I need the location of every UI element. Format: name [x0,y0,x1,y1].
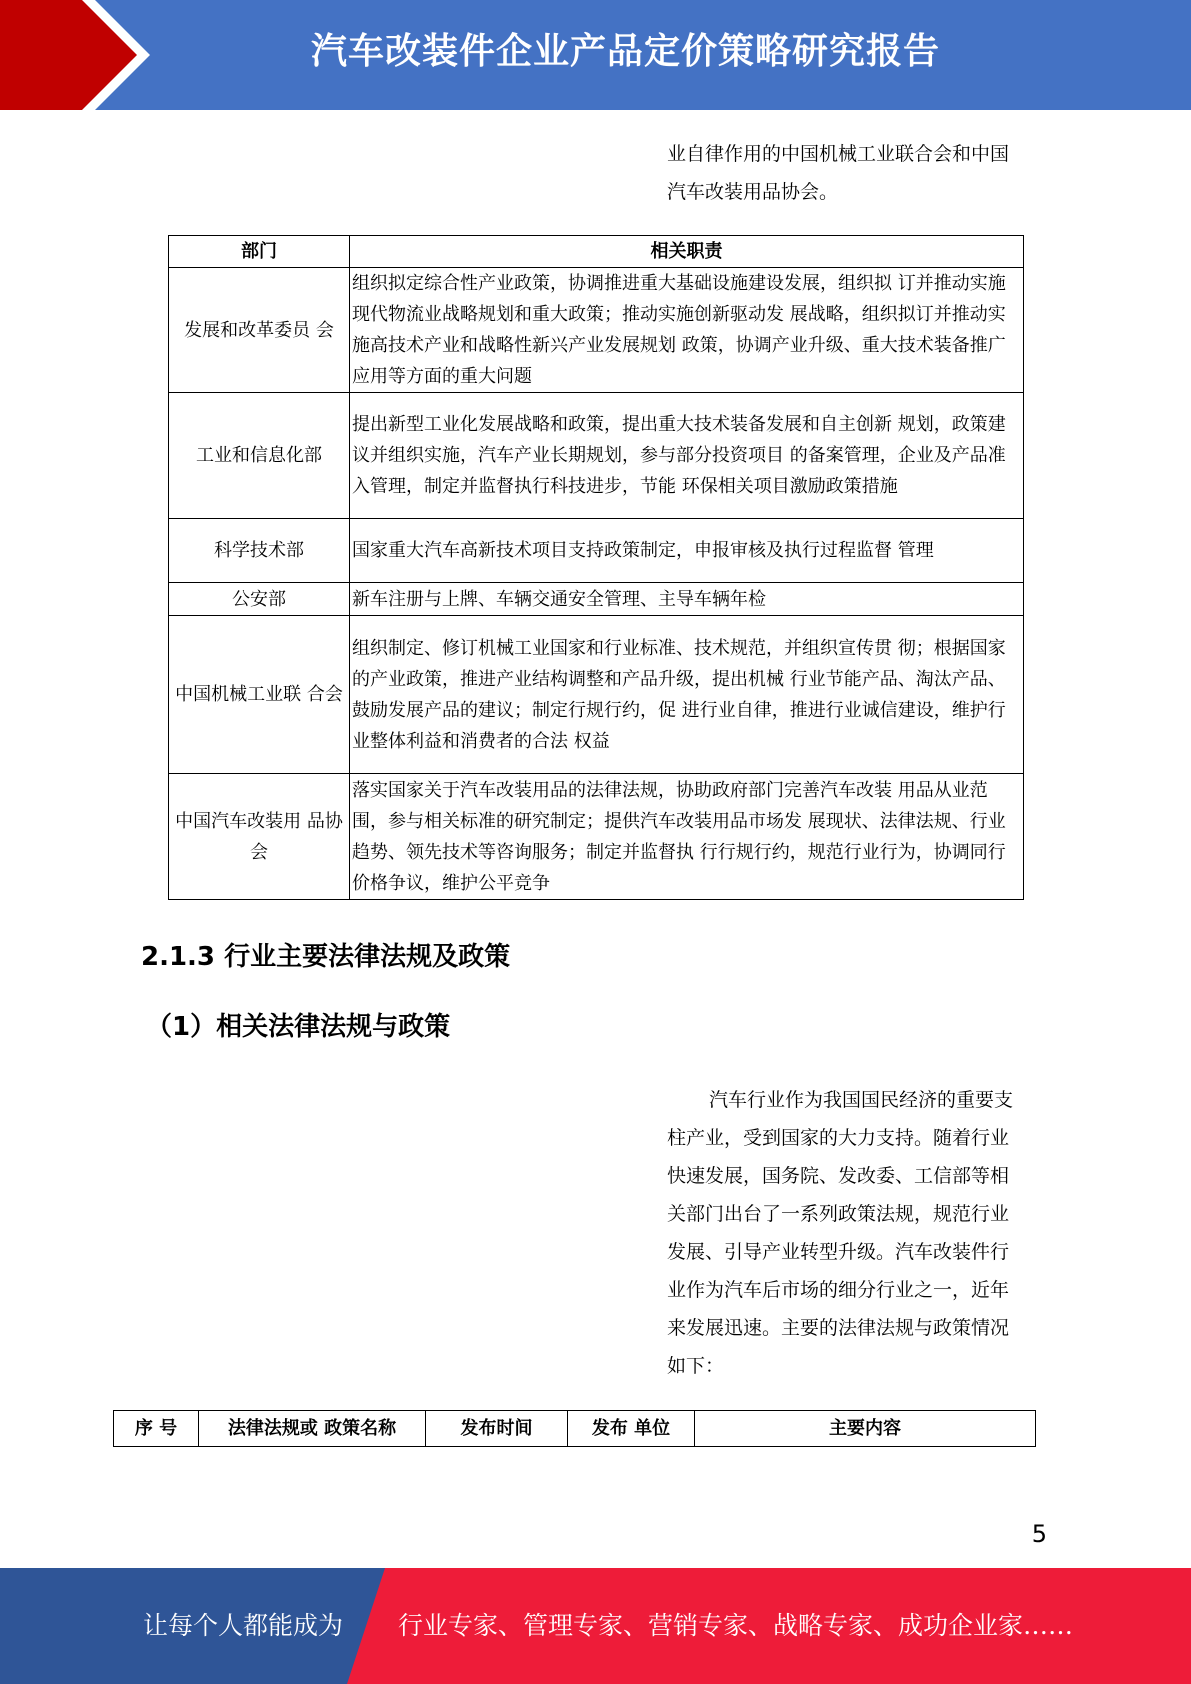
duty-cell: 落实国家关于汽车改装用品的法律法规，协助政府部门完善汽车改装 用品从业范围，参与相关标准的研究制定；提供汽车改装用品市场发 展现状、法律法规、行业趋势、领先技术等咨询服务；制定并监督执 行行规行约，规范行业行为，协调同行价格争议，维护公平竞争 [350,774,1024,900]
body-paragraph [667,1081,1067,1385]
table-row [169,519,1024,583]
table-row [169,616,1024,774]
body-line: 关部门出台了一系列政策法规，规范行业 [667,1203,1010,1225]
body-line: 柱产业，受到国家的大力支持。随着行业 [667,1127,1010,1149]
table-row [169,774,1024,900]
column-header-policy-name: 法律法规或 政策名称 [199,1411,426,1447]
body-line: 快速发展，国务院、发改委、工信部等相 [667,1165,1010,1187]
table-row [169,583,1024,616]
duty-cell: 组织拟定综合性产业政策，协调推进重大基础设施建设发展，组织拟 订并推动实施现代物流业战略规划和重大政策；推动实施创新驱动发 展战略，组织拟订并推动实施高技术产业和战略性新兴产业发展规划 政策，协调产业升级、重大技术装备推广应用等方面的重大问题 [350,268,1024,393]
intro-line: 业自律作用的中国机械工业联合会和中国 [667,143,1010,165]
body-line: 发展、引导产业转型升级。汽车改装件行 [667,1241,1010,1263]
column-header-issuer: 发布 单位 [568,1411,695,1447]
column-header-index: 序 号 [114,1411,199,1447]
dept-cell: 工业和信息化部 [169,393,350,519]
duty-cell: 国家重大汽车高新技术项目支持政策制定，申报审核及执行过程监督 管理 [350,519,1024,583]
duty-cell: 提出新型工业化发展战略和政策，提出重大技术装备发展和自主创新 规划，政策建议并组织实施，汽车产业长期规划，参与部分投资项目 的备案管理，企业及产品准入管理，制定并监督执行科技进步，节能 环保相关项目激励政策措施 [350,393,1024,519]
table-header-row [114,1411,1036,1447]
department-responsibility-table [168,235,1024,900]
column-header-release-date: 发布时间 [426,1411,568,1447]
footer-slogan-right: 行业专家、管理专家、营销专家、战略专家、成功企业家…… [398,1611,1074,1640]
footer-slogan-left: 让每个人都能成为 [143,1611,344,1640]
dept-cell: 公安部 [169,583,350,616]
subsection-heading: （1）相关法律法规与政策 [146,1012,451,1042]
intro-line: 汽车改装用品协会。 [667,181,839,203]
table-row [169,268,1024,393]
body-line: 汽车行业作为我国国民经济的重要支 [709,1089,1014,1111]
page-header [0,0,1191,110]
page-number: 5 [1031,1520,1047,1548]
section-heading: 2.1.3 行业主要法律法规及政策 [141,942,511,972]
report-title: 汽车改装件企业产品定价策略研究报告 [310,31,940,72]
body-line: 来发展迅速。主要的法律法规与政策情况 [667,1317,1010,1339]
page-footer [0,1568,1191,1684]
table-row [169,393,1024,519]
dept-cell: 科学技术部 [169,519,350,583]
column-header-duty: 相关职责 [350,236,1024,268]
dept-cell: 发展和改革委员 会 [169,268,350,393]
dept-cell: 中国机械工业联 合会 [169,616,350,774]
column-header-dept: 部门 [169,236,350,268]
body-line: 业作为汽车后市场的细分行业之一，近年 [667,1279,1010,1301]
duty-cell: 组织制定、修订机械工业国家和行业标准、技术规范，并组织宣传贯 彻；根据国家的产业政策，推进产业结构调整和产品升级，提出机械 行业节能产品、淘汰产品、鼓励发展产品的建议；制定行规行约，促 进行业自律，推进行业诚信建设，维护行业整体利益和消费者的合法 权益 [350,616,1024,774]
body-line: 如下： [667,1355,725,1377]
policy-table [113,1410,1036,1447]
duty-cell: 新车注册与上牌、车辆交通安全管理、主导车辆年检 [350,583,1024,616]
intro-paragraph [667,135,1067,211]
column-header-main-content: 主要内容 [695,1411,1036,1447]
table-header-row [169,236,1024,268]
dept-cell: 中国汽车改装用 品协会 [169,774,350,900]
